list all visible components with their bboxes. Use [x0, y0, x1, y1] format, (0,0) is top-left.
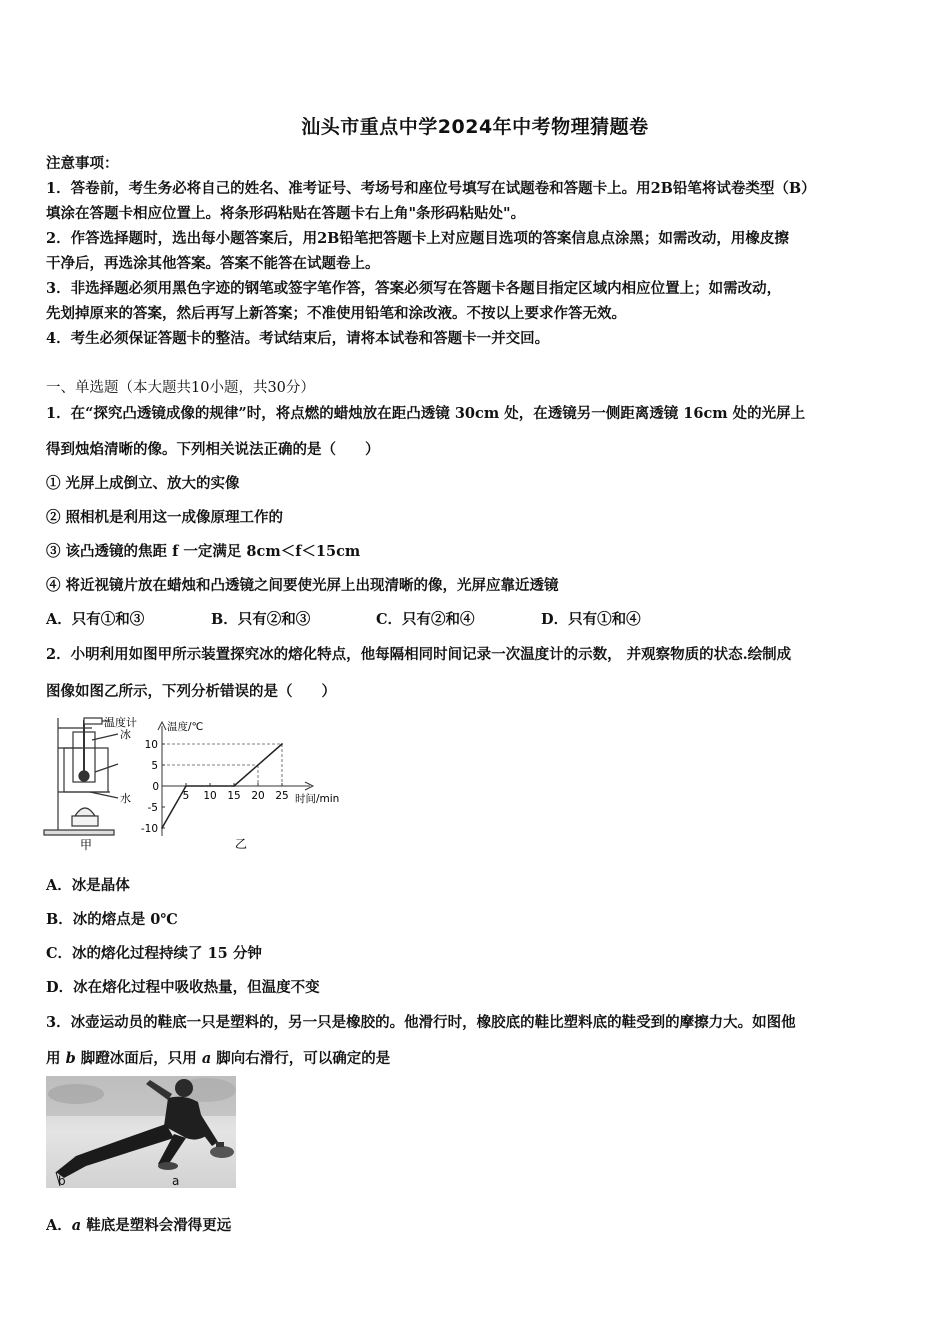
water-label: 水 [120, 792, 131, 805]
x-tick-label: 5 [182, 790, 190, 802]
notes-line: 填涂在答题卡相应位置上。将条形码粘贴在答题卡右上角"条形码粘贴处"。 [46, 205, 526, 222]
page-title: 汕头市重点中学2024年中考物理猜题卷 [301, 116, 649, 138]
q1-statement: ① 光屏上成倒立、放大的实像 [46, 475, 240, 492]
y-tick-label: 10 [144, 739, 158, 751]
apparatus-figure [40, 712, 140, 852]
q1-option-a: A．只有①和③ [46, 611, 145, 628]
photo-label-a: a [172, 1174, 180, 1188]
q2-option-d: D．冰在熔化过程中吸收热量，但温度不变 [46, 979, 320, 996]
x-tick-label: 25 [275, 790, 289, 802]
q3-stem: 3．冰壶运动员的鞋底一只是塑料的，另一只是橡胶的。他滑行时，橡胶底的鞋比塑料底的鞋受到的摩擦力大。如图他 [46, 1014, 796, 1031]
notes-line: 3．非选择题必须用黑色字迹的钢笔或签字笔作答，答案必须写在答题卡各题目指定区域内相应位置上；如需改动， [46, 280, 782, 297]
q3-stem-part: 用 [46, 1050, 66, 1067]
q2-stem: 2．小明利用如图甲所示装置探究冰的熔化特点，他每隔相同时间记录一次温度计的示数， 并观察物质的状态.绘制成 [46, 646, 792, 663]
y-tick-label: -5 [147, 802, 158, 814]
q2-stem: 图像如图乙所示，下列分析错误的是（ ） [46, 683, 336, 700]
data-point [185, 785, 187, 787]
fig-jia-caption: 甲 [80, 838, 93, 852]
q2-option-b: B．冰的熔点是 0℃ [46, 911, 178, 928]
notes-line: 2．作答选择题时，选出每小题答案后，用2B铅笔把答题卡上对应题目选项的答案信息点涂黑；如需改动，用橡皮擦 [46, 230, 789, 247]
data-point [161, 827, 163, 829]
notes-line: 干净后，再选涂其他答案。答案不能答在试题卷上。 [46, 255, 380, 272]
fig-yi-caption: 乙 [235, 837, 248, 851]
q1-statement: ④ 将近视镜片放在蜡烛和凸透镜之间要使光屏上出现清晰的像，光屏应靠近透镜 [46, 577, 559, 594]
notes-line: 4．考生必须保证答题卡的整洁。考试结束后，请将本试卷和答题卡一并交回。 [46, 330, 550, 347]
q3-foot-b: b [65, 1050, 76, 1067]
data-point [233, 785, 235, 787]
x-axis-label: 时间/min [295, 793, 340, 805]
q1-option-b: B．只有②和③ [211, 611, 311, 628]
x-tick-label: 15 [227, 790, 241, 802]
y-tick-label: -10 [140, 823, 158, 835]
photo-label-b: b [58, 1174, 66, 1188]
notes-line: 先划掉原来的答案，然后再写上新答案；不准使用铅笔和涂改液。不按以上要求作答无效。 [46, 305, 626, 322]
section-heading: 一、单选题（本大题共10小题，共30分） [46, 380, 315, 396]
q3-stem [46, 1047, 390, 1068]
thermometer-label: 温度计 [104, 716, 137, 729]
ice-label: 冰 [120, 728, 131, 741]
temperature-time-chart [135, 718, 360, 854]
q3-stem-part: 脚蹬冰面后，只用 [75, 1050, 202, 1067]
q2-option-a: A．冰是晶体 [46, 877, 130, 894]
notes-line: 1．答卷前，考生务必将自己的姓名、准考证号、考场号和座位号填写在试题卷和答题卡上。用2B铅笔将试卷类型（B） [46, 180, 816, 197]
data-point [281, 743, 283, 745]
q1-stem: 1．在“探究凸透镜成像的规律”时，将点燃的蜡烛放在距凸透镜 30cm 处，在透镜另一侧距离透镜 16cm 处的光屏上 [46, 405, 806, 422]
q3-option-foot: a [71, 1217, 82, 1234]
x-tick-label: 20 [251, 790, 265, 802]
q1-statement: ③ 该凸透镜的焦距 f 一定满足 8cm＜f＜15cm [46, 543, 361, 560]
q1-options [46, 608, 641, 629]
q3-option-part: A． [46, 1217, 72, 1234]
q3-stem-part: 脚向右滑行，可以确定的是 [211, 1050, 391, 1067]
origin-label: 0 [152, 781, 159, 793]
q3-option-a [46, 1214, 231, 1235]
notes-heading: 注意事项： [46, 155, 119, 172]
q3-foot-a: a [201, 1050, 212, 1067]
x-tick-label: 10 [203, 790, 217, 802]
curling-photo [46, 1076, 236, 1188]
q1-option-d: D．只有①和④ [541, 611, 641, 628]
y-axis-label: 温度/℃ [167, 721, 204, 733]
q1-option-c: C．只有②和④ [376, 611, 475, 628]
y-tick-label: 5 [151, 760, 158, 772]
q1-statement: ② 照相机是利用这一成像原理工作的 [46, 509, 284, 526]
q1-stem: 得到烛焰清晰的像。下列相关说法正确的是（ ） [46, 441, 380, 458]
q2-option-c: C．冰的熔化过程持续了 15 分钟 [46, 945, 262, 962]
q3-option-part: 鞋底是塑料会滑得更远 [81, 1217, 232, 1234]
